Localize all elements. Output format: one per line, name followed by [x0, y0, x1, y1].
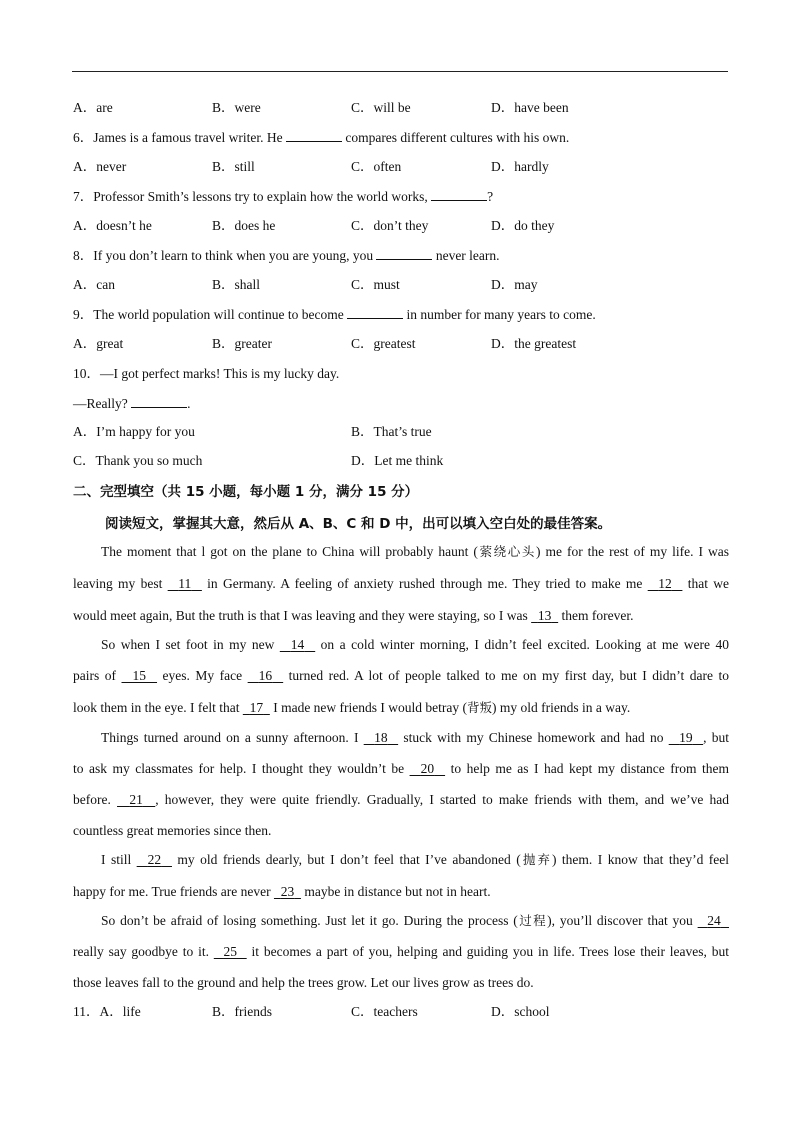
stem-post: . [187, 396, 191, 411]
text: maybe in distance but not in heart. [300, 884, 491, 899]
question-6-options [73, 157, 729, 177]
stem-post: in number for many years to come. [406, 307, 596, 322]
blank-11 [168, 576, 202, 591]
text: my old friends dearly, but I don’t feel that I’ve abandoned ( [171, 852, 521, 867]
stem-pre: —Really? [73, 396, 128, 411]
option-b: B．still [212, 159, 255, 174]
blank-number: 25 [223, 944, 237, 959]
answer-blank [376, 245, 432, 260]
section-2-title: 二、完型填空（共 15 小题，每小题 1 分，满分 15 分） [73, 484, 419, 500]
blank-15 [122, 668, 158, 683]
blank-number: 18 [374, 730, 388, 745]
text: So when I set foot in my new [101, 637, 280, 652]
passage-line [101, 849, 729, 871]
passage-line [73, 605, 729, 627]
blank-number: 15 [132, 668, 147, 683]
blank-12 [648, 576, 683, 591]
passage-line: countless great memories since then. [73, 823, 272, 838]
blank-21 [117, 792, 155, 807]
option-d: D．school [491, 1004, 550, 1019]
blank-18 [364, 730, 398, 745]
option-c: C．must [351, 277, 400, 292]
answer-blank [131, 393, 187, 408]
option-b: B．friends [212, 1004, 272, 1019]
blank-number: 11 [178, 576, 192, 591]
blank-24 [698, 913, 729, 928]
question-10-line2 [73, 393, 729, 413]
q5-options [73, 98, 729, 118]
stem-post: compares different cultures with his own. [345, 130, 570, 145]
blank-number: 20 [420, 761, 435, 776]
option-a: A．doesn’t he [73, 218, 152, 233]
option-d: D．Let me think [351, 453, 444, 468]
text: would meet again, But the truth is that I was leaving and they were staying, so I was [73, 608, 532, 623]
text: , but [703, 730, 729, 745]
option-a: 11．A．life [73, 1004, 141, 1019]
question-10-line1: 10．—I got perfect marks! This is my lucky day. [73, 366, 340, 381]
text: pairs of [73, 668, 122, 683]
question-8-stem [73, 245, 729, 265]
stem-post: never learn. [435, 248, 500, 263]
passage-line [73, 665, 729, 687]
blank-22 [137, 852, 172, 867]
passage-line [101, 727, 729, 749]
text: I still [101, 852, 137, 867]
question-11-options [73, 1002, 729, 1022]
option-c: C．teachers [351, 1004, 418, 1019]
text: The moment that l got on the plane to China will probably haunt ( [101, 544, 478, 559]
option-b: B．greater [212, 336, 272, 351]
stem-post: ? [487, 189, 494, 204]
chinese-gloss: 抛弃 [520, 852, 552, 867]
stem-pre: 9．The world population will continue to become [73, 307, 344, 322]
blank-number: 21 [129, 792, 143, 807]
blank-19 [669, 730, 703, 745]
stem-pre: 6．James is a famous travel writer. He [73, 130, 283, 145]
passage-line [73, 941, 729, 963]
blank-13 [531, 608, 558, 623]
question-7-stem [73, 186, 729, 206]
question-8-options [73, 275, 729, 295]
question-7-options [73, 216, 729, 236]
option-b: B．shall [212, 277, 261, 292]
option-d: D．hardly [491, 159, 549, 174]
option-b: B．does he [212, 218, 276, 233]
chinese-gloss: 背叛 [467, 700, 493, 715]
option-a: A．never [73, 159, 127, 174]
text: So don’t be afraid of losing something. Just let it go. During the process ( [101, 913, 518, 928]
passage-line [73, 758, 729, 780]
option-a: A．great [73, 336, 124, 351]
blank-number: 24 [707, 913, 721, 928]
answer-blank [286, 127, 342, 142]
option-c: C．Thank you so much [73, 453, 203, 468]
option-c: C．greatest [351, 336, 416, 351]
blank-number: 16 [258, 668, 273, 683]
blank-17 [243, 700, 270, 715]
option-d: D．may [491, 277, 538, 292]
option-a: A．can [73, 277, 115, 292]
blank-number: 22 [147, 852, 162, 867]
blank-25 [214, 944, 247, 959]
text: I made new friends I would betray ( [269, 700, 468, 715]
passage-line: those leaves fall to the ground and help the trees grow. Let our lives grow as trees do. [73, 975, 534, 990]
text: ) them. I know that they’d feel [551, 852, 729, 867]
text: it becomes a part of you, helping and guiding you in life. Trees lose their leaves, but [246, 944, 729, 959]
option-b: B．were [212, 100, 261, 115]
option-d: D．have been [491, 100, 569, 115]
option-c: C．will be [351, 100, 411, 115]
section-2-instruction: 阅读短文，掌握其大意，然后从 A、B、C 和 D 中，出可以填入空白处的最佳答案。 [105, 516, 612, 532]
option-a: A．I’m happy for you [73, 424, 195, 439]
blank-14 [280, 637, 315, 652]
option-a: A．are [73, 100, 113, 115]
passage-line [73, 573, 729, 595]
option-c: C．often [351, 159, 402, 174]
blank-number: 23 [280, 884, 295, 899]
header-rule [72, 71, 728, 72]
answer-blank [347, 304, 403, 319]
question-9-stem [73, 304, 729, 324]
text: to ask my classmates for help. I thought they wouldn’t be [73, 761, 410, 776]
text: really say goodbye to it. [73, 944, 214, 959]
option-b: B．That’s true [351, 424, 432, 439]
text: Things turned around on a sunny afternoon. I [101, 730, 364, 745]
passage-line [73, 789, 729, 811]
passage-line [101, 541, 729, 563]
blank-number: 19 [679, 730, 693, 745]
blank-23 [274, 884, 301, 899]
text: them forever. [558, 608, 634, 623]
option-d: D．do they [491, 218, 555, 233]
question-10-options-row2 [73, 451, 729, 471]
option-d: D．the greatest [491, 336, 577, 351]
text: happy for me. True friends are never [73, 884, 274, 899]
text: ) my old friends in a way. [492, 700, 631, 715]
chinese-gloss: 过程 [517, 913, 548, 928]
question-9-options [73, 334, 729, 354]
question-6-stem [73, 127, 729, 147]
text: look them in the eye. I felt that [73, 700, 243, 715]
blank-20 [410, 761, 446, 776]
chinese-gloss: 萦绕心头 [477, 544, 536, 559]
blank-number: 14 [290, 637, 305, 652]
text: on a cold winter morning, I didn’t feel excited. Looking at me were 40 [315, 637, 730, 652]
text: to help me as I had kept my distance from them [445, 761, 730, 776]
text: stuck with my Chinese homework and had no [398, 730, 669, 745]
passage-line [101, 634, 729, 656]
blank-number: 13 [537, 608, 552, 623]
passage-line [101, 910, 729, 932]
text: leaving my best [73, 576, 168, 591]
option-c: C．don’t they [351, 218, 429, 233]
answer-blank [431, 186, 487, 201]
stem-pre: 8．If you don’t learn to think when you are young, you [73, 248, 374, 263]
question-10-options-row1 [73, 422, 729, 442]
text: ), you’ll discover that you [547, 913, 698, 928]
passage-line [73, 697, 729, 719]
passage-line [73, 881, 729, 903]
text: turned red. A lot of people talked to me on my first day, but I didn’t dare to [283, 668, 730, 683]
text: , however, they were quite friendly. Gradually, I started to make friends with them, and we’ve had [155, 792, 729, 807]
text: that we [682, 576, 729, 591]
text: before. [73, 792, 118, 807]
text: ) me for the rest of my life. I was [535, 544, 729, 559]
text: in Germany. A feeling of anxiety rushed through me. They tried to make me [201, 576, 648, 591]
text: eyes. My face [157, 668, 248, 683]
blank-number: 17 [249, 700, 264, 715]
blank-16 [248, 668, 284, 683]
stem-pre: 7．Professor Smith’s lessons try to explain how the world works, [73, 189, 428, 204]
blank-number: 12 [658, 576, 672, 591]
